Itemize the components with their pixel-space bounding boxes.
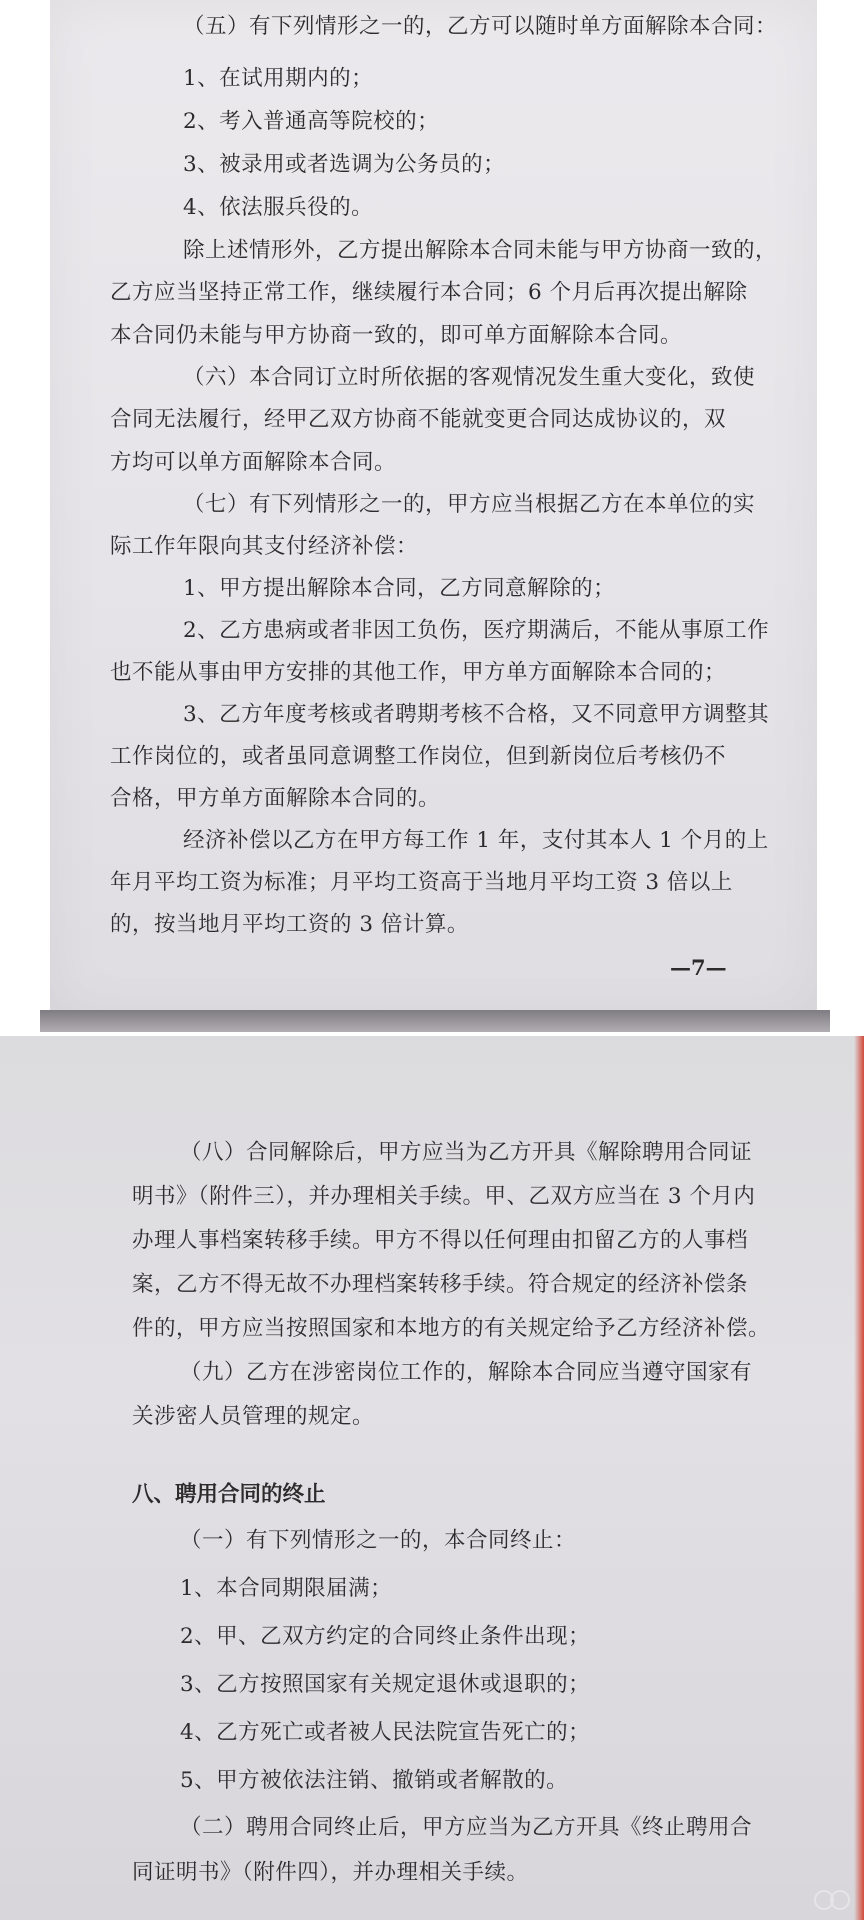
section-heading: 八、聘用合同的终止: [132, 1482, 326, 1507]
text-line: 方均可以单方面解除本合同。: [110, 450, 397, 475]
text-line: （二）聘用合同终止后，甲方应当为乙方开具《终止聘用合: [180, 1815, 753, 1840]
text-line: 乙方应当坚持正常工作，继续履行本合同；6 个月后再次提出解除: [110, 280, 748, 305]
text-line: 2、考入普通高等院校的；: [183, 109, 440, 134]
text-line: 3、被录用或者选调为公务员的；: [183, 152, 506, 177]
watermark-icon: [812, 1886, 852, 1914]
text-line: 际工作年限向其支付经济补偿：: [110, 534, 419, 559]
text-line: 3、乙方按照国家有关规定退休或退职的；: [180, 1672, 591, 1697]
text-line: 1、甲方提出解除本合同，乙方同意解除的；: [183, 576, 616, 601]
text-line: 的，按当地月平均工资的 3 倍计算。: [110, 912, 469, 937]
text-line: 办理人事档案转移手续。甲方不得以任何理由扣留乙方的人事档: [132, 1228, 749, 1253]
text-line: （六）本合同订立时所依据的客观情况发生重大变化，致使: [183, 365, 756, 390]
text-line: 除上述情形外，乙方提出解除本合同未能与甲方协商一致的，: [183, 238, 778, 263]
text-line: 案，乙方不得无故不办理档案转移手续。符合规定的经济补偿条: [132, 1272, 749, 1297]
text-line: 关涉密人员管理的规定。: [132, 1404, 375, 1429]
text-line: （九）乙方在涉密岗位工作的，解除本合同应当遵守国家有: [180, 1360, 753, 1385]
text-line: 4、依法服兵役的。: [183, 195, 374, 220]
page-number: —7—: [670, 955, 727, 980]
text-line: 1、本合同期限届满；: [180, 1576, 393, 1601]
text-line: 本合同仍未能与甲方协商一致的，即可单方面解除本合同。: [110, 323, 683, 348]
text-line: （七）有下列情形之一的，甲方应当根据乙方在本单位的实: [183, 492, 756, 517]
text-line: （五）有下列情形之一的，乙方可以随时单方面解除本合同：: [183, 14, 778, 39]
text-line: 1、在试用期内的；: [183, 66, 374, 91]
text-line: 同证明书》（附件四），并办理相关手续。: [132, 1860, 529, 1885]
document-photo-page-8: [0, 1036, 864, 1920]
text-line: 经济补偿以乙方在甲方每工作 1 年，支付其本人 1 个月的上: [183, 828, 769, 853]
text-line: 合同无法履行，经甲乙双方协商不能就变更合同达成协议的，双: [110, 407, 727, 432]
page-edge-shadow: [40, 1010, 830, 1032]
text-line: 工作岗位的，或者虽同意调整工作岗位，但到新岗位后考核仍不: [110, 744, 727, 769]
text-line: 3、乙方年度考核或者聘期考核不合格，又不同意甲方调整其: [183, 702, 770, 727]
text-line: 5、甲方被依法注销、撤销或者解散的。: [180, 1768, 569, 1793]
text-line: （八）合同解除后，甲方应当为乙方开具《解除聘用合同证: [180, 1140, 753, 1165]
text-line: 合格，甲方单方面解除本合同的。: [110, 786, 441, 811]
text-line: 件的，甲方应当按照国家和本地方的有关规定给予乙方经济补偿。: [132, 1316, 771, 1341]
text-line: 年月平均工资为标准；月平均工资高于当地月平均工资 3 倍以上: [110, 870, 733, 895]
text-line: 2、甲、乙双方约定的合同终止条件出现；: [180, 1624, 591, 1649]
red-cover-edge: [854, 1036, 864, 1920]
text-line: （一）有下列情形之一的，本合同终止：: [180, 1528, 577, 1553]
text-line: 明书》（附件三），并办理相关手续。甲、乙双方应当在 3 个月内: [132, 1184, 756, 1209]
text-line: 2、乙方患病或者非因工负伤，医疗期满后，不能从事原工作: [183, 618, 770, 643]
text-line: 也不能从事由甲方安排的其他工作，甲方单方面解除本合同的；: [110, 660, 727, 685]
text-line: 4、乙方死亡或者被人民法院宣告死亡的；: [180, 1720, 591, 1745]
